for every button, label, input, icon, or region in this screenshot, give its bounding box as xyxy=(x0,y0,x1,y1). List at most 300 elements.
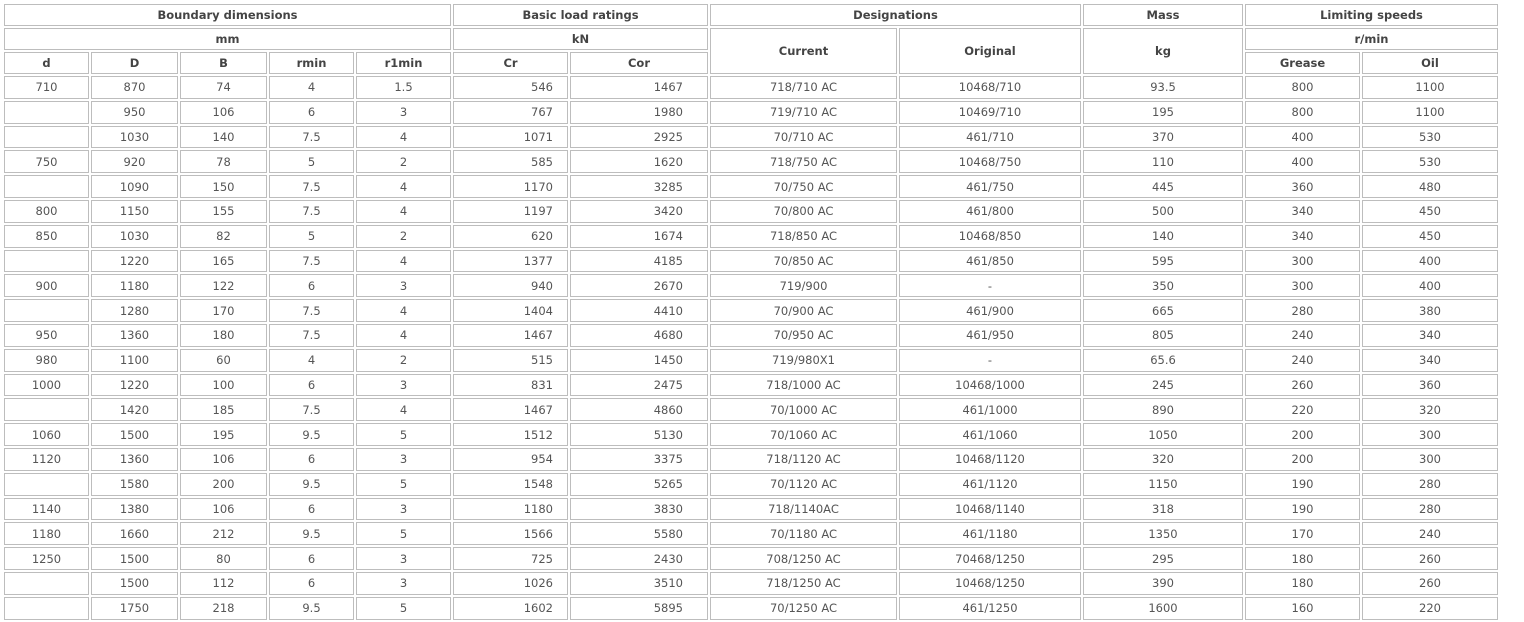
unit-rmin-header: r/min xyxy=(1245,28,1498,50)
cell-grease: 340 xyxy=(1245,200,1360,223)
mass-header: Mass xyxy=(1083,4,1243,26)
table-row xyxy=(4,299,1498,322)
cell-rmin: 9.5 xyxy=(269,473,354,496)
cell-D: 1380 xyxy=(91,498,178,521)
cell-grease: 800 xyxy=(1245,76,1360,99)
cell-D: 1750 xyxy=(91,597,178,620)
cell-current: 718/710 AC xyxy=(710,76,897,99)
cell-D: 1150 xyxy=(91,200,178,223)
table-row xyxy=(4,597,1498,620)
boundary-dimensions-header: Boundary dimensions xyxy=(4,4,451,26)
table-header xyxy=(4,4,1498,74)
cell-current: 70/750 AC xyxy=(710,175,897,198)
cell-mass: 295 xyxy=(1083,547,1243,570)
cell-original: 461/1250 xyxy=(899,597,1081,620)
cell-oil: 240 xyxy=(1362,522,1498,545)
cell-oil: 260 xyxy=(1362,572,1498,595)
cell-grease: 180 xyxy=(1245,572,1360,595)
cell-current: 70/1060 AC xyxy=(710,423,897,446)
cell-D: 1360 xyxy=(91,448,178,471)
cell-B: 218 xyxy=(180,597,267,620)
cell-rmin: 7.5 xyxy=(269,175,354,198)
cell-r1min: 3 xyxy=(356,374,451,397)
cell-B: 74 xyxy=(180,76,267,99)
cell-mass: 445 xyxy=(1083,175,1243,198)
cell-grease: 300 xyxy=(1245,250,1360,273)
cell-current: 718/1250 AC xyxy=(710,572,897,595)
cell-rmin: 5 xyxy=(269,150,354,173)
cell-cor: 5265 xyxy=(570,473,708,496)
cell-current: 719/980X1 xyxy=(710,349,897,372)
cell-D: 950 xyxy=(91,101,178,124)
cell-oil: 1100 xyxy=(1362,101,1498,124)
designations-header: Designations xyxy=(710,4,1081,26)
cell-oil: 320 xyxy=(1362,398,1498,421)
cell-current: 70/950 AC xyxy=(710,324,897,347)
cell-cr: 954 xyxy=(453,448,568,471)
cell-original: 10468/1140 xyxy=(899,498,1081,521)
cell-B: 150 xyxy=(180,175,267,198)
cell-cr: 1071 xyxy=(453,126,568,149)
cell-d: 710 xyxy=(4,76,89,99)
cell-D: 1220 xyxy=(91,374,178,397)
cell-B: 165 xyxy=(180,250,267,273)
cell-mass: 245 xyxy=(1083,374,1243,397)
cell-B: 195 xyxy=(180,423,267,446)
cell-D: 1090 xyxy=(91,175,178,198)
cell-B: 82 xyxy=(180,225,267,248)
cell-d: 1180 xyxy=(4,522,89,545)
cell-r1min: 4 xyxy=(356,324,451,347)
cell-r1min: 2 xyxy=(356,225,451,248)
cell-original: 10469/710 xyxy=(899,101,1081,124)
cell-oil: 220 xyxy=(1362,597,1498,620)
cell-grease: 180 xyxy=(1245,547,1360,570)
cell-current: 70/1250 AC xyxy=(710,597,897,620)
cell-rmin: 7.5 xyxy=(269,398,354,421)
cell-original: 461/950 xyxy=(899,324,1081,347)
cell-cr: 1566 xyxy=(453,522,568,545)
cell-d: 900 xyxy=(4,274,89,297)
cell-mass: 1050 xyxy=(1083,423,1243,446)
table-row xyxy=(4,547,1498,570)
cell-cr: 1377 xyxy=(453,250,568,273)
cell-current: 70/1000 AC xyxy=(710,398,897,421)
cell-grease: 360 xyxy=(1245,175,1360,198)
cell-D: 1220 xyxy=(91,250,178,273)
cell-current: 719/710 AC xyxy=(710,101,897,124)
cell-current: 70/900 AC xyxy=(710,299,897,322)
cell-r1min: 3 xyxy=(356,448,451,471)
cell-cr: 1197 xyxy=(453,200,568,223)
cell-B: 185 xyxy=(180,398,267,421)
cell-grease: 340 xyxy=(1245,225,1360,248)
cell-r1min: 1.5 xyxy=(356,76,451,99)
cell-original: 70468/1250 xyxy=(899,547,1081,570)
cell-r1min: 3 xyxy=(356,572,451,595)
cell-mass: 140 xyxy=(1083,225,1243,248)
cell-cor: 1467 xyxy=(570,76,708,99)
cell-grease: 280 xyxy=(1245,299,1360,322)
cell-oil: 300 xyxy=(1362,448,1498,471)
cell-current: 70/800 AC xyxy=(710,200,897,223)
cell-oil: 480 xyxy=(1362,175,1498,198)
table-row xyxy=(4,175,1498,198)
cell-oil: 450 xyxy=(1362,225,1498,248)
cell-B: 78 xyxy=(180,150,267,173)
cell-oil: 530 xyxy=(1362,150,1498,173)
cell-rmin: 6 xyxy=(269,498,354,521)
cell-mass: 1600 xyxy=(1083,597,1243,620)
cell-current: 718/1000 AC xyxy=(710,374,897,397)
cell-cr: 1404 xyxy=(453,299,568,322)
cell-rmin: 6 xyxy=(269,448,354,471)
cell-grease: 190 xyxy=(1245,498,1360,521)
cell-r1min: 4 xyxy=(356,398,451,421)
cell-current: 719/900 xyxy=(710,274,897,297)
cell-cr: 1512 xyxy=(453,423,568,446)
cell-d: 1250 xyxy=(4,547,89,570)
cell-d: 950 xyxy=(4,324,89,347)
cell-cor: 2670 xyxy=(570,274,708,297)
cell-cor: 3375 xyxy=(570,448,708,471)
cell-mass: 93.5 xyxy=(1083,76,1243,99)
col-r1min-header: r1min xyxy=(356,52,451,74)
cell-D: 1500 xyxy=(91,547,178,570)
cell-d xyxy=(4,175,89,198)
cell-D: 920 xyxy=(91,150,178,173)
cell-B: 200 xyxy=(180,473,267,496)
cell-rmin: 7.5 xyxy=(269,126,354,149)
cell-d xyxy=(4,597,89,620)
cell-D: 1030 xyxy=(91,126,178,149)
cell-cor: 5580 xyxy=(570,522,708,545)
cell-d: 850 xyxy=(4,225,89,248)
cell-mass: 500 xyxy=(1083,200,1243,223)
cell-rmin: 9.5 xyxy=(269,423,354,446)
cell-B: 122 xyxy=(180,274,267,297)
basic-load-ratings-header: Basic load ratings xyxy=(453,4,708,26)
cell-cor: 1674 xyxy=(570,225,708,248)
cell-cr: 1026 xyxy=(453,572,568,595)
table-row xyxy=(4,374,1498,397)
cell-grease: 220 xyxy=(1245,398,1360,421)
cell-cor: 3420 xyxy=(570,200,708,223)
cell-cor: 1620 xyxy=(570,150,708,173)
cell-oil: 1100 xyxy=(1362,76,1498,99)
cell-rmin: 7.5 xyxy=(269,200,354,223)
cell-mass: 110 xyxy=(1083,150,1243,173)
unit-kg-header: kg xyxy=(1083,28,1243,74)
col-cr-header: Cr xyxy=(453,52,568,74)
cell-original: 461/750 xyxy=(899,175,1081,198)
table-row xyxy=(4,150,1498,173)
cell-mass: 318 xyxy=(1083,498,1243,521)
cell-cor: 5895 xyxy=(570,597,708,620)
cell-grease: 200 xyxy=(1245,423,1360,446)
cell-D: 1580 xyxy=(91,473,178,496)
cell-d: 980 xyxy=(4,349,89,372)
cell-r1min: 2 xyxy=(356,349,451,372)
cell-B: 180 xyxy=(180,324,267,347)
cell-rmin: 5 xyxy=(269,225,354,248)
cell-B: 60 xyxy=(180,349,267,372)
cell-r1min: 4 xyxy=(356,175,451,198)
cell-current: 718/850 AC xyxy=(710,225,897,248)
cell-original: 461/710 xyxy=(899,126,1081,149)
table-row xyxy=(4,250,1498,273)
cell-D: 1500 xyxy=(91,572,178,595)
cell-oil: 360 xyxy=(1362,374,1498,397)
cell-d: 1060 xyxy=(4,423,89,446)
cell-rmin: 7.5 xyxy=(269,299,354,322)
cell-rmin: 9.5 xyxy=(269,522,354,545)
cell-oil: 400 xyxy=(1362,274,1498,297)
cell-r1min: 5 xyxy=(356,597,451,620)
cell-mass: 595 xyxy=(1083,250,1243,273)
cell-rmin: 6 xyxy=(269,572,354,595)
cell-original: 461/800 xyxy=(899,200,1081,223)
table-row xyxy=(4,76,1498,99)
unit-kn-header: kN xyxy=(453,28,708,50)
bearing-specs-table xyxy=(2,2,1500,622)
cell-cr: 940 xyxy=(453,274,568,297)
cell-current: 70/1180 AC xyxy=(710,522,897,545)
cell-grease: 200 xyxy=(1245,448,1360,471)
cell-grease: 300 xyxy=(1245,274,1360,297)
limiting-speeds-header: Limiting speeds xyxy=(1245,4,1498,26)
cell-oil: 380 xyxy=(1362,299,1498,322)
cell-oil: 300 xyxy=(1362,423,1498,446)
cell-mass: 350 xyxy=(1083,274,1243,297)
table-row xyxy=(4,101,1498,124)
cell-d: 1120 xyxy=(4,448,89,471)
cell-cr: 515 xyxy=(453,349,568,372)
cell-original: 461/1000 xyxy=(899,398,1081,421)
col-D-header: D xyxy=(91,52,178,74)
table-row xyxy=(4,274,1498,297)
cell-r1min: 3 xyxy=(356,101,451,124)
table-row xyxy=(4,200,1498,223)
cell-B: 112 xyxy=(180,572,267,595)
cell-rmin: 7.5 xyxy=(269,324,354,347)
col-B-header: B xyxy=(180,52,267,74)
cell-D: 1030 xyxy=(91,225,178,248)
table-row xyxy=(4,522,1498,545)
cell-cor: 4680 xyxy=(570,324,708,347)
cell-grease: 240 xyxy=(1245,349,1360,372)
cell-original: 461/1180 xyxy=(899,522,1081,545)
cell-cr: 1548 xyxy=(453,473,568,496)
col-cor-header: Cor xyxy=(570,52,708,74)
cell-D: 1420 xyxy=(91,398,178,421)
cell-r1min: 2 xyxy=(356,150,451,173)
cell-rmin: 4 xyxy=(269,349,354,372)
cell-cr: 767 xyxy=(453,101,568,124)
cell-r1min: 4 xyxy=(356,126,451,149)
cell-cr: 1180 xyxy=(453,498,568,521)
cell-current: 70/1120 AC xyxy=(710,473,897,496)
cell-cor: 2475 xyxy=(570,374,708,397)
cell-rmin: 6 xyxy=(269,101,354,124)
cell-cor: 2925 xyxy=(570,126,708,149)
cell-cr: 831 xyxy=(453,374,568,397)
cell-r1min: 5 xyxy=(356,522,451,545)
cell-oil: 280 xyxy=(1362,498,1498,521)
cell-original: 461/900 xyxy=(899,299,1081,322)
cell-mass: 665 xyxy=(1083,299,1243,322)
cell-cr: 546 xyxy=(453,76,568,99)
cell-cor: 4860 xyxy=(570,398,708,421)
cell-grease: 160 xyxy=(1245,597,1360,620)
cell-B: 155 xyxy=(180,200,267,223)
current-header: Current xyxy=(710,28,897,74)
cell-mass: 65.6 xyxy=(1083,349,1243,372)
cell-cr: 725 xyxy=(453,547,568,570)
cell-current: 708/1250 AC xyxy=(710,547,897,570)
cell-oil: 450 xyxy=(1362,200,1498,223)
cell-r1min: 4 xyxy=(356,299,451,322)
cell-current: 70/710 AC xyxy=(710,126,897,149)
cell-oil: 530 xyxy=(1362,126,1498,149)
cell-mass: 370 xyxy=(1083,126,1243,149)
table-row xyxy=(4,473,1498,496)
cell-r1min: 3 xyxy=(356,498,451,521)
table-row xyxy=(4,498,1498,521)
cell-current: 718/750 AC xyxy=(710,150,897,173)
cell-D: 1660 xyxy=(91,522,178,545)
cell-D: 870 xyxy=(91,76,178,99)
cell-d: 1140 xyxy=(4,498,89,521)
cell-cor: 2430 xyxy=(570,547,708,570)
cell-D: 1100 xyxy=(91,349,178,372)
cell-r1min: 5 xyxy=(356,473,451,496)
cell-oil: 260 xyxy=(1362,547,1498,570)
cell-rmin: 7.5 xyxy=(269,250,354,273)
cell-cr: 585 xyxy=(453,150,568,173)
cell-mass: 890 xyxy=(1083,398,1243,421)
table-row xyxy=(4,349,1498,372)
cell-d: 1000 xyxy=(4,374,89,397)
table-row xyxy=(4,398,1498,421)
cell-cor: 1450 xyxy=(570,349,708,372)
cell-B: 106 xyxy=(180,498,267,521)
cell-rmin: 4 xyxy=(269,76,354,99)
cell-d xyxy=(4,250,89,273)
table-row xyxy=(4,324,1498,347)
cell-D: 1360 xyxy=(91,324,178,347)
cell-current: 718/1140AC xyxy=(710,498,897,521)
cell-cor: 3510 xyxy=(570,572,708,595)
cell-rmin: 6 xyxy=(269,547,354,570)
bearing-table-wrapper xyxy=(2,2,1500,622)
cell-r1min: 4 xyxy=(356,200,451,223)
cell-D: 1500 xyxy=(91,423,178,446)
cell-mass: 390 xyxy=(1083,572,1243,595)
table-row xyxy=(4,448,1498,471)
cell-oil: 280 xyxy=(1362,473,1498,496)
cell-rmin: 6 xyxy=(269,274,354,297)
cell-D: 1180 xyxy=(91,274,178,297)
cell-cor: 4185 xyxy=(570,250,708,273)
cell-original: 10468/1120 xyxy=(899,448,1081,471)
cell-grease: 800 xyxy=(1245,101,1360,124)
col-oil-header: Oil xyxy=(1362,52,1498,74)
cell-original: 10468/850 xyxy=(899,225,1081,248)
cell-rmin: 9.5 xyxy=(269,597,354,620)
cell-cr: 1467 xyxy=(453,324,568,347)
cell-cor: 5130 xyxy=(570,423,708,446)
cell-cr: 620 xyxy=(453,225,568,248)
cell-d: 750 xyxy=(4,150,89,173)
cell-cor: 3830 xyxy=(570,498,708,521)
table-row xyxy=(4,225,1498,248)
cell-mass: 195 xyxy=(1083,101,1243,124)
cell-B: 106 xyxy=(180,448,267,471)
cell-B: 212 xyxy=(180,522,267,545)
cell-d xyxy=(4,473,89,496)
cell-cor: 3285 xyxy=(570,175,708,198)
cell-original: - xyxy=(899,349,1081,372)
cell-mass: 1350 xyxy=(1083,522,1243,545)
col-rmin-header: rmin xyxy=(269,52,354,74)
col-d-header: d xyxy=(4,52,89,74)
cell-original: 10468/710 xyxy=(899,76,1081,99)
cell-mass: 1150 xyxy=(1083,473,1243,496)
cell-mass: 805 xyxy=(1083,324,1243,347)
cell-grease: 240 xyxy=(1245,324,1360,347)
cell-cr: 1467 xyxy=(453,398,568,421)
cell-oil: 340 xyxy=(1362,349,1498,372)
cell-d: 800 xyxy=(4,200,89,223)
cell-original: - xyxy=(899,274,1081,297)
col-grease-header: Grease xyxy=(1245,52,1360,74)
cell-B: 100 xyxy=(180,374,267,397)
cell-mass: 320 xyxy=(1083,448,1243,471)
cell-original: 10468/1250 xyxy=(899,572,1081,595)
cell-grease: 190 xyxy=(1245,473,1360,496)
cell-grease: 170 xyxy=(1245,522,1360,545)
cell-B: 140 xyxy=(180,126,267,149)
cell-B: 80 xyxy=(180,547,267,570)
cell-cor: 4410 xyxy=(570,299,708,322)
cell-current: 718/1120 AC xyxy=(710,448,897,471)
cell-rmin: 6 xyxy=(269,374,354,397)
cell-d xyxy=(4,101,89,124)
cell-current: 70/850 AC xyxy=(710,250,897,273)
cell-grease: 400 xyxy=(1245,150,1360,173)
cell-oil: 340 xyxy=(1362,324,1498,347)
cell-r1min: 5 xyxy=(356,423,451,446)
cell-B: 106 xyxy=(180,101,267,124)
cell-B: 170 xyxy=(180,299,267,322)
cell-d xyxy=(4,572,89,595)
table-row xyxy=(4,126,1498,149)
cell-r1min: 3 xyxy=(356,547,451,570)
cell-D: 1280 xyxy=(91,299,178,322)
cell-d xyxy=(4,299,89,322)
cell-cr: 1602 xyxy=(453,597,568,620)
cell-cor: 1980 xyxy=(570,101,708,124)
cell-r1min: 3 xyxy=(356,274,451,297)
unit-mm-header: mm xyxy=(4,28,451,50)
cell-grease: 260 xyxy=(1245,374,1360,397)
cell-original: 10468/750 xyxy=(899,150,1081,173)
original-header: Original xyxy=(899,28,1081,74)
cell-d xyxy=(4,398,89,421)
table-row xyxy=(4,423,1498,446)
cell-original: 461/1060 xyxy=(899,423,1081,446)
